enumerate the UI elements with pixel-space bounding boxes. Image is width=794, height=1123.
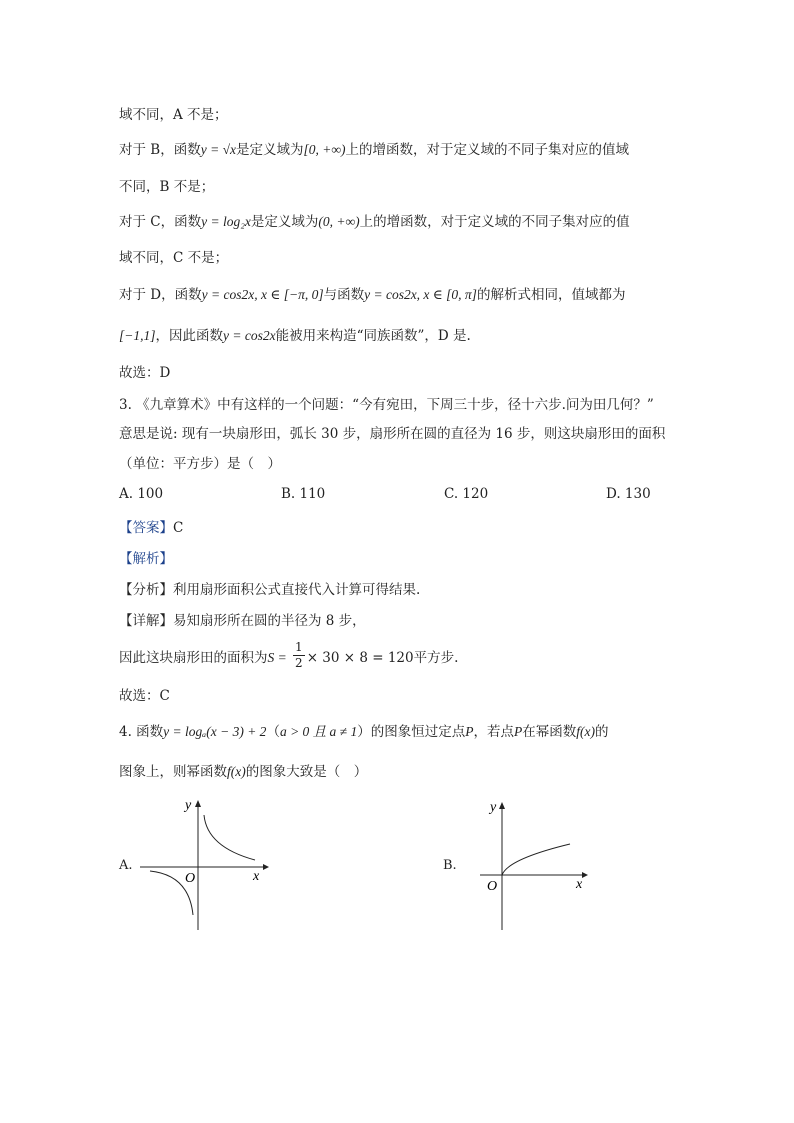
question-3-stem: 3. 《九章算术》中有这样的一个问题：“今有宛田，下周三十步，径十六步.问为田几何？” [119,397,654,413]
x-axis-arrow [263,864,269,870]
origin-label: O [185,871,196,886]
text-line: [−1,1]，因此函数y = cos2x能被用来构造“同族函数”，D 是. [119,328,471,344]
y-axis-arrow [499,802,505,809]
option-d: D. 130 [606,486,651,502]
axis-x-label: x [253,869,260,884]
graph-a [135,795,275,935]
answer-line [119,518,183,538]
calc-line: 因此这块扇形田的面积为S = $\frac{1}{2}$ × 30 × 8 = 120平方步. [119,640,459,670]
math-expr: y = cos2x, x ∈ [0, π] [364,287,477,302]
text-line: 对于 B，函数y = √x是定义域为[0, +∞)上的增函数，对于定义域的不同子集对应的值域 [119,142,629,158]
choose-line: 故选：C [119,688,170,704]
xiangjie-line: 【详解】易知扇形所在圆的半径为 8 步， [119,613,366,629]
answer-tag: 【答案】 [119,520,173,536]
text-line: 域不同，A 不是； [119,107,228,123]
text-line: 对于 D，函数y = cos2x, x ∈ [−π, 0]与函数y = cos2x, x ∈ [0, π]的解析式相同，值域都为 [119,287,626,303]
analysis-line [119,549,173,569]
option-c: C. 120 [444,486,489,502]
answer-value: C [173,520,184,536]
analysis-tag: 【解析】 [119,551,173,567]
question-3-stem: 意思是说: 现有一块扇形田，弧长 30 步，扇形所在圆的直径为 16 步，则这块扇形田的面积 [119,426,666,442]
choose-line: 故选：D [119,365,171,381]
curve-branch-right [204,815,255,860]
xiangjie-tag: 【详解】 [119,613,173,629]
curve [502,844,570,875]
x-axis-arrow [582,872,588,878]
math-expr: y = √x [200,142,236,157]
text-line: 对于 C，函数y = log₂x是定义域为(0, +∞)上的增函数，对于定义域的不同子集对应的值 [119,214,630,230]
question-3-options [119,486,679,506]
math-expr: y = cos2x, x ∈ [−π, 0] [201,287,324,302]
graph-b-label: B. [443,858,457,873]
axis-x-label: x [576,877,583,892]
graph-a-label: A. [119,858,133,873]
axis-y-label: y [185,798,192,813]
axis-y-label: y [490,800,497,815]
fenxi-line: 【分析】利用扇形面积公式直接代入计算可得结果. [119,582,421,598]
graph-b [470,795,600,935]
math-interval: [−1,1] [119,328,156,343]
question-4-stem: 图象上，则幂函数f(x)的图象大致是（ ） [119,764,368,780]
math-expr: y = log₂x [201,214,251,229]
question-3-stem: （单位：平方步）是（ ） [119,456,281,472]
math-interval: (0, +∞) [318,214,360,229]
origin-label: O [487,879,498,894]
option-b: B. 110 [281,486,326,502]
text-line: 不同，B 不是； [119,179,215,195]
option-a: A. 100 [119,486,164,502]
y-axis-arrow [195,800,201,807]
text-line: 域不同，C 不是； [119,250,229,266]
fraction: $\frac{1}{2}$ [295,640,303,670]
math-expr: y = cos2x [223,328,276,343]
fenxi-tag: 【分析】 [119,582,173,598]
question-4-stem: 4. 函数y = logₐ(x − 3) + 2（a > 0 且 a ≠ 1）的图象恒过定点P，若点P在幂函数f(x)的 [119,724,609,740]
math-interval: [0, +∞) [303,142,346,157]
